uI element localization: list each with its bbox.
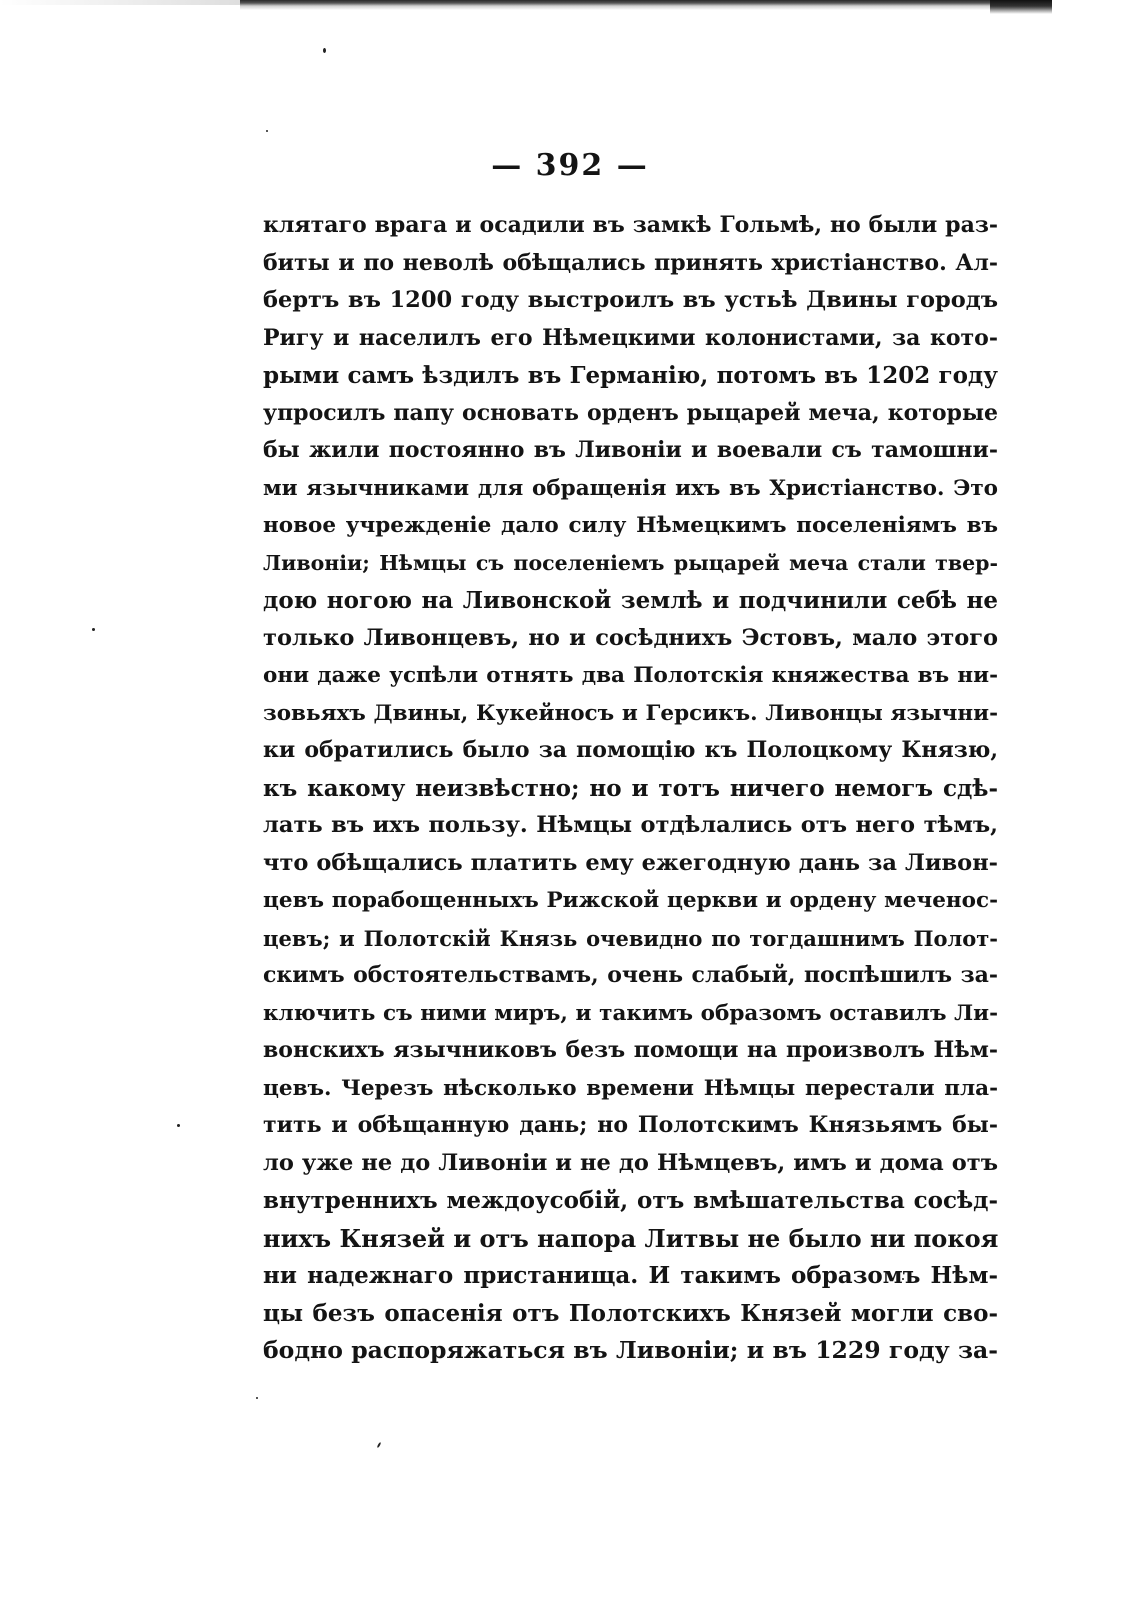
scan-top-edge-shadow-left xyxy=(0,0,240,5)
text-line: они даже успѣли отнять два Полотскія княжества въ ни- xyxy=(263,663,998,688)
scan-speck xyxy=(377,1442,382,1448)
text-line: лать въ ихъ пользу. Нѣмцы отдѣлались отъ него тѣмъ, xyxy=(263,812,998,838)
scan-top-edge-shadow xyxy=(240,0,1052,10)
text-line: Ригу и населилъ его Нѣмецкими колонистами, за кото- xyxy=(263,324,998,351)
text-line: новое учрежденіе дало силу Нѣмецкимъ поселеніямъ въ xyxy=(263,513,998,538)
text-line: цы безъ опасенія отъ Полотскихъ Князей могли сво- xyxy=(263,1299,998,1327)
text-line: ни надежнаго пристанища. И такимъ образомъ Нѣм- xyxy=(263,1262,998,1289)
body-text xyxy=(263,207,998,1370)
text-line: ло уже не до Ливоніи и не до Нѣмцевъ, имъ и дома отъ xyxy=(263,1149,998,1176)
scan-speck xyxy=(323,48,326,53)
text-line: биты и по неволѣ обѣщались принять христіанство. Ал- xyxy=(263,249,998,276)
page-number: — 392 — xyxy=(491,148,649,183)
text-line: Ливоніи; Нѣмцы съ поселеніемъ рыцарей меча стали твер- xyxy=(263,550,998,575)
text-line: бодно распоряжаться въ Ливоніи; и въ 1229 году за- xyxy=(263,1336,998,1364)
text-line: ключить съ ними миръ, и такимъ образомъ оставилъ Ли- xyxy=(263,1000,998,1026)
scan-speck xyxy=(177,1124,180,1127)
text-line: упросилъ папу основать орденъ рыцарей меча, которые xyxy=(263,399,998,426)
text-line: вонскихъ язычниковъ безъ помощи на произволъ Нѣм- xyxy=(263,1037,998,1063)
text-line: цевъ; и Полотскій Князь очевидно по тогдашнимъ Полот- xyxy=(263,925,998,951)
text-line: цевъ порабощенныхъ Рижской церкви и ордену меченос- xyxy=(263,888,998,913)
text-line: только Ливонцевъ, но и сосѣднихъ Эстовъ, мало этого xyxy=(263,624,998,651)
text-line: цевъ. Черезъ нѣсколько времени Нѣмцы перестали пла- xyxy=(263,1075,998,1101)
text-line: скимъ обстоятельствамъ, очень слабый, поспѣшилъ за- xyxy=(263,962,998,988)
text-line: клятаго врага и осадили въ замкѣ Гольмѣ, но были раз- xyxy=(263,212,998,238)
text-line: дою ногою на Ливонской землѣ и подчинили себѣ не xyxy=(263,587,998,614)
scan-top-edge-dark-corner xyxy=(990,0,1052,14)
text-line: что обѣщались платить ему ежегодную дань за Ливон- xyxy=(263,849,998,876)
text-line: ми язычниками для обращенія ихъ въ Христіанство. Это xyxy=(263,475,998,501)
text-line: бы жили постоянно въ Ливоніи и воевали съ тамошни- xyxy=(263,437,998,463)
text-line: зовьяхъ Двины, Кукейносъ и Герсикъ. Ливонцы язычни- xyxy=(263,700,998,726)
text-line: къ какому неизвѣстно; но и тотъ ничего немогъ сдѣ- xyxy=(263,774,998,802)
text-line: тить и обѣщанную дань; но Полотскимъ Князьямъ бы- xyxy=(263,1112,998,1138)
text-line: бертъ въ 1200 году выстроилъ въ устьѣ Двины городъ xyxy=(263,287,998,313)
scan-speck xyxy=(256,1397,258,1399)
text-line: ки обратились было за помощію къ Полоцкому Князю, xyxy=(263,737,998,763)
text-line: рыми самъ ѣздилъ въ Германію, потомъ въ 1202 году xyxy=(263,362,998,389)
text-line: нихъ Князей и отъ напора Литвы не было ни покоя xyxy=(263,1223,999,1253)
scan-speck xyxy=(266,130,268,132)
scan-speck xyxy=(92,628,95,631)
text-line: внутреннихъ междоусобій, отъ вмѣшательства сосѣд- xyxy=(263,1187,998,1214)
